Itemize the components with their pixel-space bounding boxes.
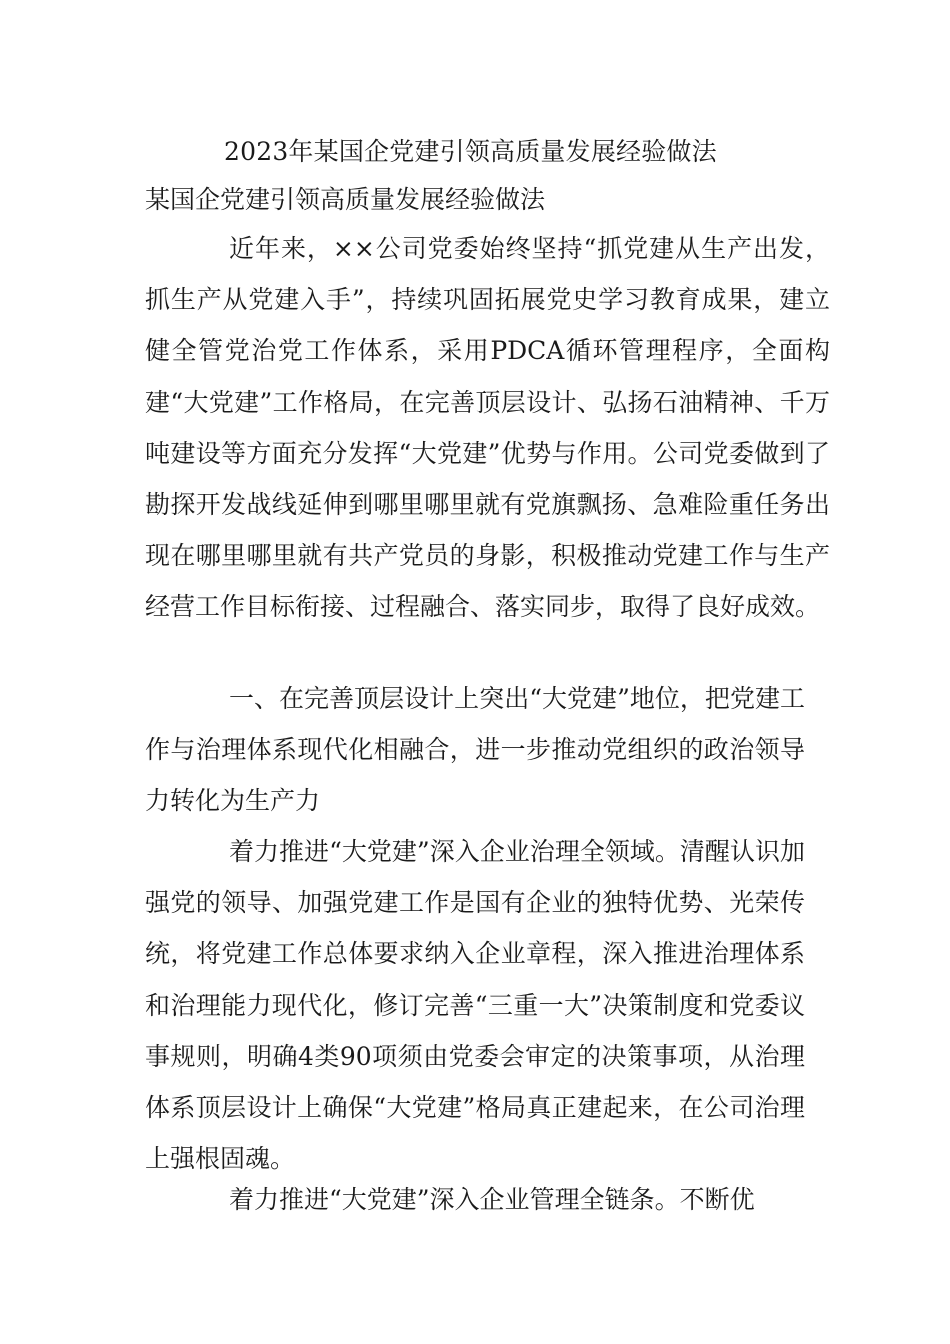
document-title: 2023年某国企党建引领高质量发展经验做法 (224, 137, 717, 166)
document-subtitle: 某国企党建引领高质量发展经验做法 (145, 185, 546, 214)
paragraph-management: 着力推进“大党建”深入企业管理全链条。不断优 (229, 1185, 755, 1214)
paragraph-governance: 着力推进“大党建”深入企业治理全领域。清醒认识加强党的领导、加强党建工作是国有企业的独特优势、光荣传统，将党建工作总体要求纳入企业章程，深入推进治理体系和治理能力现代化，修订完善“三重一大”决策制度和党委议事规则，明确4类90项须由党委会审定的决策事项，从治理体系顶层设计上确保“大党建”格局真正建起来，在公司治理上强根固魂。 (145, 837, 805, 1174)
paragraph-intro: 近年来，××公司党委始终坚持“抓党建从生产出发，抓生产从党建入手”，持续巩固拓展党史学习教育成果，建立健全管党治党工作体系，采用PDCA循环管理程序，全面构建“大党建”工作格局，在完善顶层设计、弘扬石油精神、千万吨建设等方面充分发挥“大党建”优势与作用。公司党委做到了勘探开发战线延伸到哪里哪里就有党旗飘扬、急难险重任务出现在哪里哪里就有共产党员的身影，积极推动党建工作与生产经营工作目标衔接、过程融合、落实同步，取得了良好成效。 (145, 234, 830, 622)
section-heading-1: 一、在完善顶层设计上突出“大党建”地位，把党建工作与治理体系现代化相融合，进一步推动党组织的政治领导力转化为生产力 (145, 684, 805, 816)
